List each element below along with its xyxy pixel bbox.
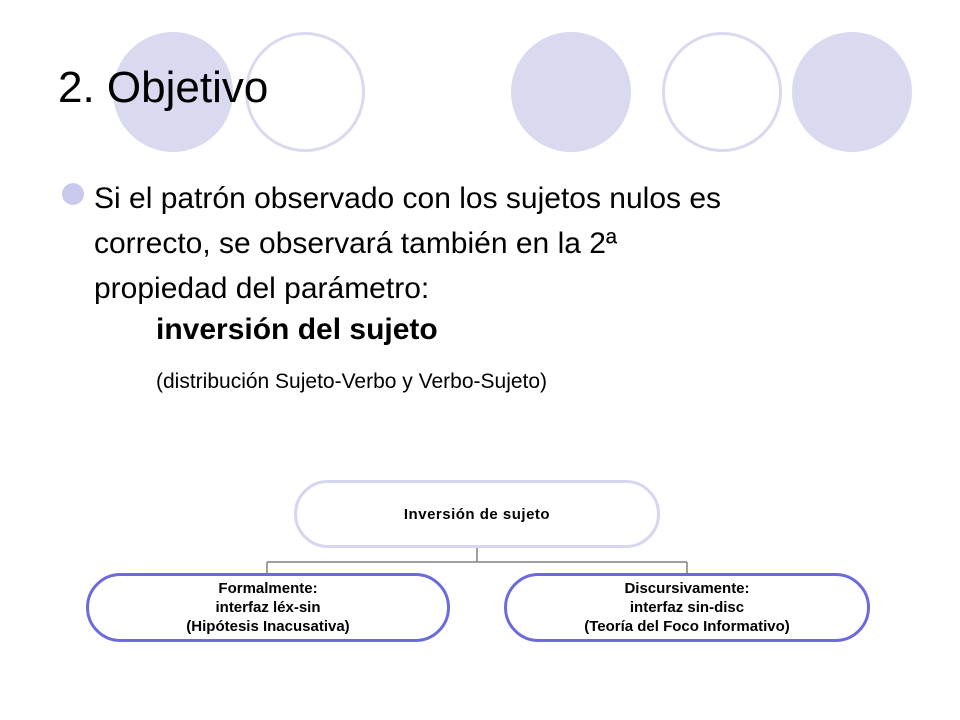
diagram-node-formal xyxy=(86,573,450,642)
subnote-text: (distribución Sujeto-Verbo y Verbo-Sujeto) xyxy=(156,370,548,393)
bullet-line: propiedad del parámetro: xyxy=(94,272,430,305)
node-line: (Teoría del Foco Informativo) xyxy=(584,618,790,635)
bullet-line: Si el patrón observado con los sujetos nulos es xyxy=(94,182,722,215)
bullet-line: correcto, se observará también en la 2ª xyxy=(94,227,618,260)
node-line: (Hipótesis Inacusativa) xyxy=(186,618,350,635)
root-node-label: Inversión de sujeto xyxy=(403,505,551,523)
node-line: interfaz léx-sin xyxy=(215,599,321,616)
diagram-root-node xyxy=(294,480,660,548)
diagram-node-discursive xyxy=(504,573,870,642)
node-line: Formalmente: xyxy=(218,580,318,597)
node-line: Discursivamente: xyxy=(624,580,750,597)
page-title: 2. Objetivo xyxy=(58,63,269,112)
node-line: interfaz sin-disc xyxy=(629,599,745,616)
emphasis-text: inversión del sujeto xyxy=(156,313,438,346)
